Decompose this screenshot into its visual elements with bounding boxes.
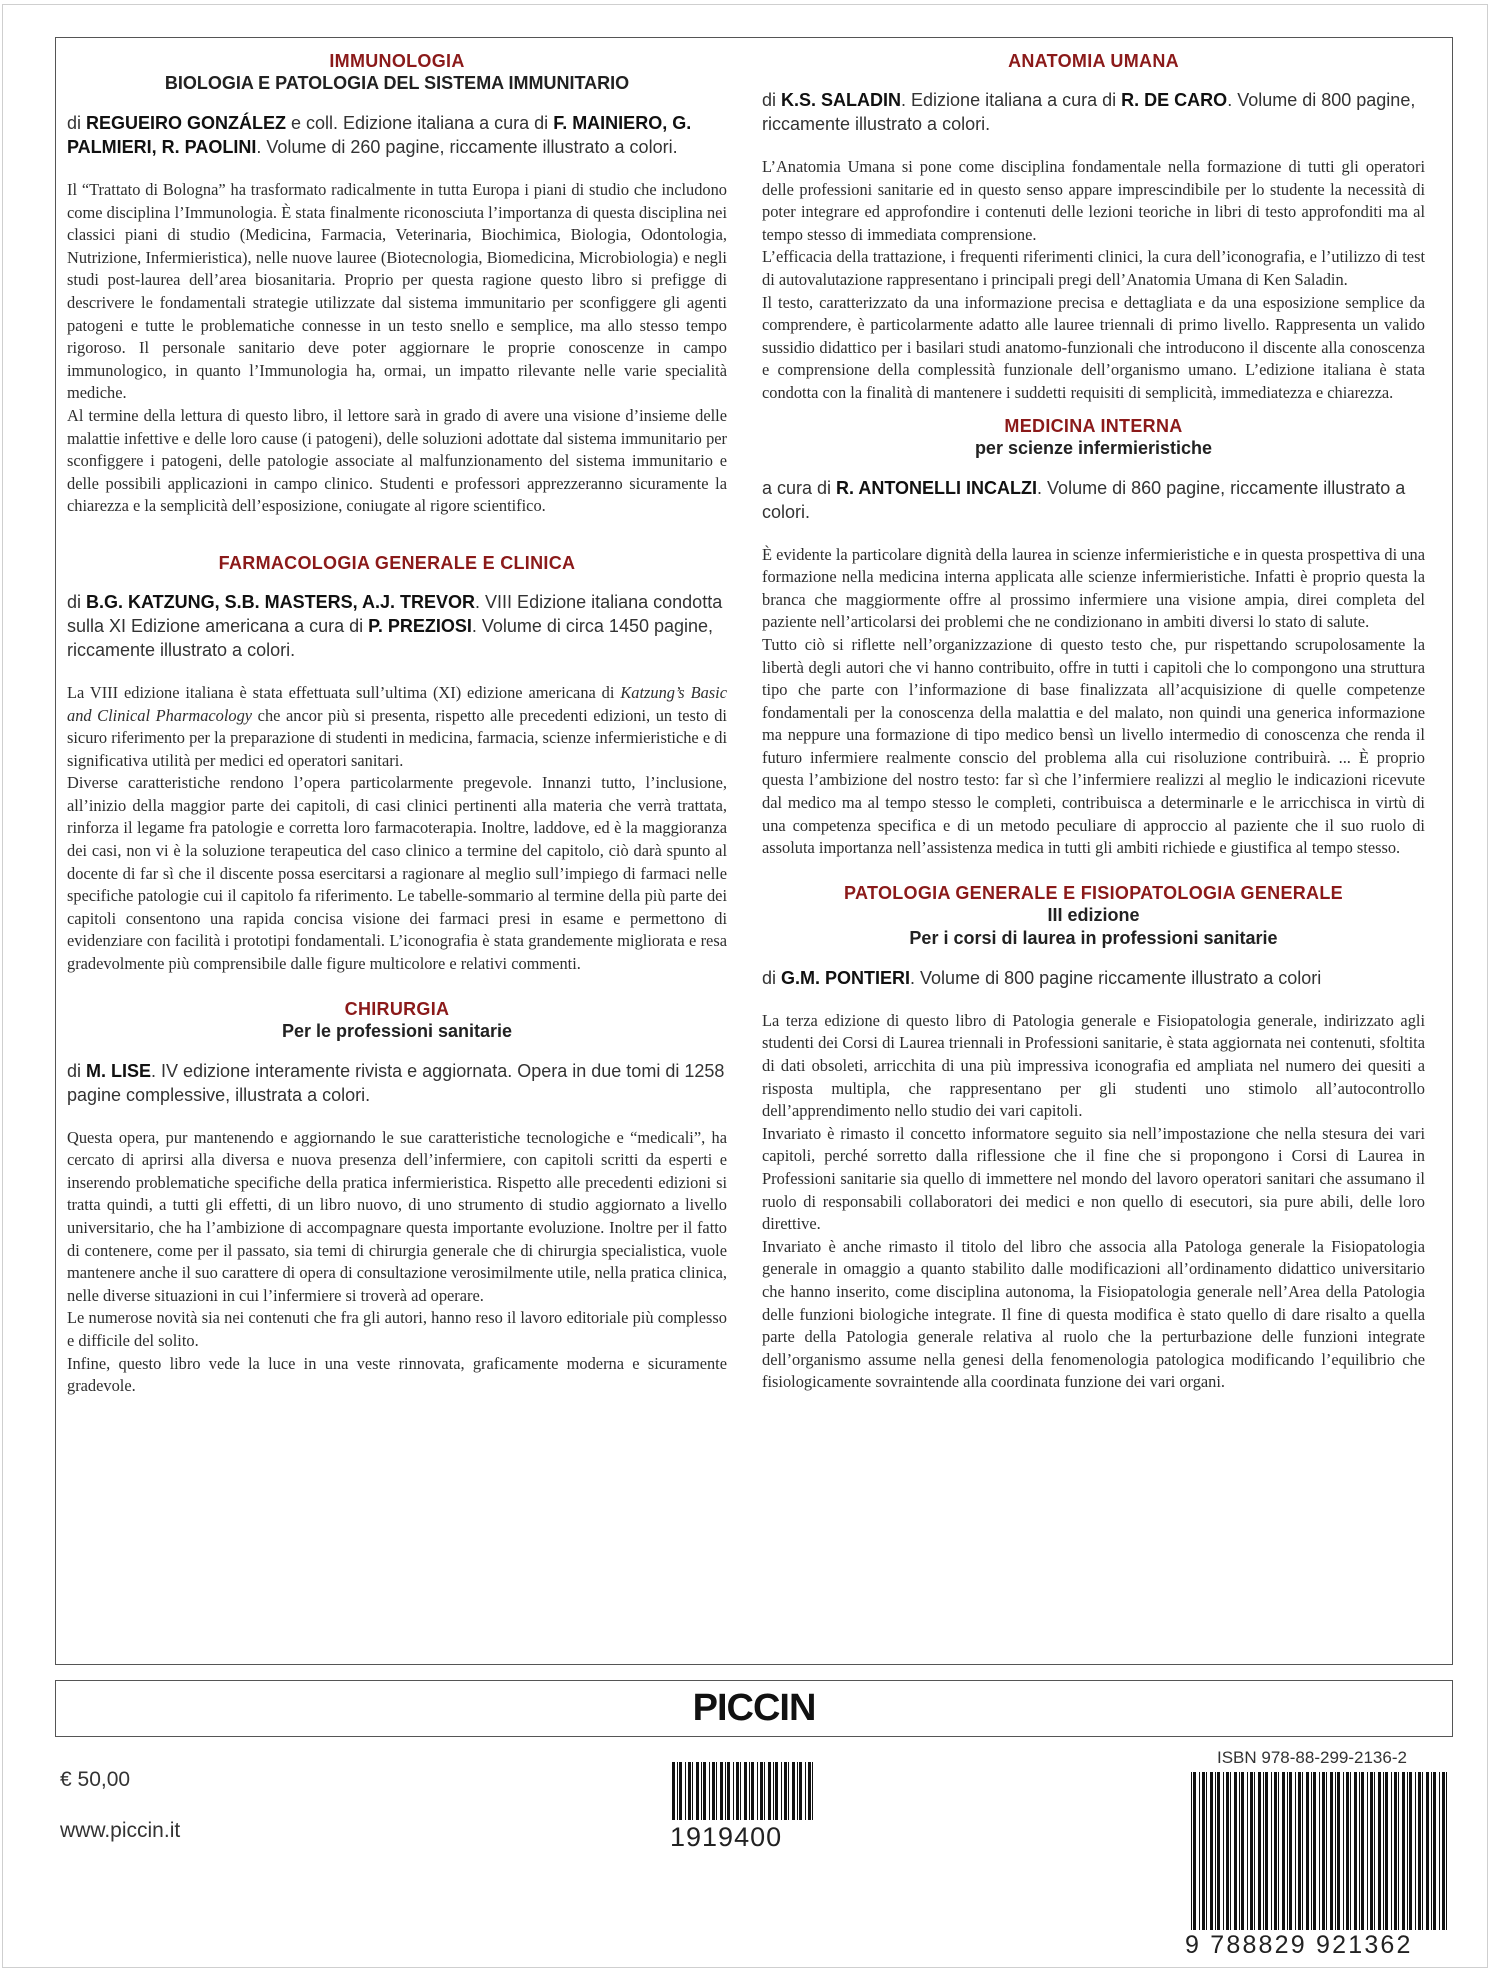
byline-prefix: di bbox=[762, 967, 782, 988]
barcode-bar bbox=[1350, 1772, 1351, 1930]
barcode-bar bbox=[740, 1762, 741, 1820]
right-column bbox=[762, 50, 1425, 1394]
barcode-bar bbox=[1278, 1772, 1279, 1930]
authors: B.G. KATZUNG, S.B. MASTERS, A.J. TREVOR bbox=[86, 591, 476, 612]
barcode-bar bbox=[1378, 1772, 1381, 1930]
barcode-bar bbox=[1361, 1772, 1364, 1930]
barcode-bar bbox=[805, 1762, 806, 1820]
paragraph: Invariato è rimasto il concetto informatore seguito sia nell’impostazione che nella stesura dei vari capitoli, perché sorretto dalla riflessione che il fine che si propongono i Corsi di Laurea in Professioni sanitarie sia quello di immettere nel mondo del lavoro operatori sanitari che assumano il ruolo di responsabili collaboratori dei medici e non quello di esecutori, sia pure abili, delle loro direttive. bbox=[762, 1123, 1425, 1234]
barcode-bar bbox=[1322, 1772, 1325, 1930]
byline-suffix: . Volume di 800 pagine riccamente illustrato a colori bbox=[910, 967, 1322, 988]
barcode-bar bbox=[1426, 1772, 1429, 1930]
description bbox=[762, 1010, 1425, 1394]
barcode-bar bbox=[784, 1762, 787, 1820]
byline-prefix: di bbox=[762, 90, 782, 110]
publisher-logo: PICCIN bbox=[692, 1687, 816, 1729]
barcode-bar bbox=[775, 1762, 778, 1820]
barcode-bar bbox=[808, 1762, 811, 1820]
section-title: IMMUNOLOGIA bbox=[329, 51, 465, 71]
byline bbox=[67, 111, 727, 159]
barcode-bar bbox=[1422, 1772, 1423, 1930]
barcode-bar bbox=[1289, 1772, 1292, 1930]
editors: F. MAINIERO, G. PALMIERI, R. PAOLINI bbox=[67, 113, 692, 157]
byline-prefix: a cura di bbox=[762, 477, 837, 498]
description bbox=[67, 682, 727, 976]
paragraph bbox=[67, 682, 727, 772]
byline-mid: . VIII Edizione italiana condotta sulla XI Edizione americana a cura di bbox=[67, 591, 723, 636]
section-edition: III edizione bbox=[1047, 904, 1140, 925]
barcode-bar bbox=[1409, 1772, 1412, 1930]
barcode-bar bbox=[1418, 1772, 1421, 1930]
barcode-bar bbox=[1311, 1772, 1312, 1930]
barcode-bar bbox=[1234, 1772, 1237, 1930]
paragraph: È evidente la particolare dignità della laurea in scienze infermieristiche e in questa prospettiva di una formazione nella medicina interna applicata alle scienze infermieristiche. Infatti è proprio questa la branca che maggiormente offre al prossimo infermiere una visione ampia, direi completa del paziente nell’articolarsi dei problemi che ne condizionano in ambiti diversi lo stato di salute. bbox=[762, 544, 1425, 632]
authors: G.M. PONTIERI bbox=[781, 967, 911, 988]
barcode-bar bbox=[1274, 1772, 1277, 1930]
editors: P. PREZIOSI bbox=[368, 615, 472, 636]
paragraph: Questa opera, pur mantenendo e aggiornando le sue caratteristiche tecnologiche e “medicali”, ha cercato di aprirsi alla diversa e nuova presenza dell’infermiere, con capitoli scritti da esperti e inserendo problematiche specifiche della pratica infermieristica. Rispetto alle precedenti edizioni si tratta quindi, a tutti gli effetti, di un libro nuovo, di uno strumento di studio aggiornato a livello universitario, che ha l’ambizione di accompagnare questa importante evoluzione. Inoltre per il fatto di contenere, come per il passato, sia temi di chirurgia generale che di chirurgia specialistica, vuole mantenere anche il suo carattere di opera di consultazione verosimilmente utile, nella pratica clinica, nelle diverse situazioni in cui l’infermiere si troverà ad operare. bbox=[67, 1127, 727, 1305]
barcode-bar bbox=[1239, 1772, 1240, 1930]
barcode-bar bbox=[727, 1762, 730, 1820]
authors: M. LISE bbox=[86, 1060, 152, 1081]
left-column bbox=[67, 50, 727, 1398]
section-chirurgia bbox=[67, 998, 727, 1398]
barcode-bar bbox=[1202, 1772, 1205, 1930]
barcode-bar bbox=[1254, 1772, 1255, 1930]
barcode-bar bbox=[1383, 1772, 1384, 1930]
internal-barcode bbox=[670, 1762, 820, 1853]
byline-prefix: di bbox=[67, 113, 87, 133]
barcode-bar bbox=[1302, 1772, 1303, 1930]
barcode-bar bbox=[1394, 1772, 1397, 1930]
section-patologia bbox=[762, 882, 1425, 1394]
book-title-italic: Katzung’s Basic and Clinical Pharmacology bbox=[67, 682, 727, 725]
barcode-bar bbox=[1210, 1772, 1213, 1930]
byline bbox=[762, 966, 1425, 990]
barcode-bar bbox=[1391, 1772, 1392, 1930]
barcode-bar bbox=[1407, 1772, 1408, 1930]
section-subtitle: per scienze infermieristiche bbox=[974, 437, 1213, 458]
description bbox=[762, 156, 1425, 405]
barcode-bar bbox=[757, 1762, 758, 1820]
barcode-bar bbox=[1330, 1772, 1333, 1930]
barcode-bar bbox=[1199, 1772, 1200, 1930]
barcode-bar bbox=[1282, 1772, 1285, 1930]
paragraph: Le numerose novità sia nei contenuti che fra gli autori, hanno reso il lavoro editoriale più complesso e difficile del solito. bbox=[67, 1308, 727, 1350]
barcode-bar bbox=[1193, 1772, 1196, 1930]
barcode-bar bbox=[1319, 1772, 1320, 1930]
paragraph: Invariato è anche rimasto il titolo del libro che associa alla Patologa generale la Fisiopatologia generale in omaggio a quanto stabilito dalle modificazioni all’ordinamento didattico universitario che hanno inserito, come disciplina autonoma, la Fisiopatologia generale nell’Area della Patologia delle funzioni biologiche integrate. Il fine di questa modifica è stato quello di dare risalto a quella parte della Patologia generale relativa al ruolo che la perturbazione delle funzioni integrate dell’organismo assume nella genesi della fenomenologia patologica modificando l’equilibrio che fisiologicamente sovraintende alla coordinata funzione dei vari organi. bbox=[762, 1236, 1425, 1392]
section-title: MEDICINA INTERNA bbox=[1004, 415, 1183, 436]
barcode-bar bbox=[1265, 1772, 1268, 1930]
barcode-bar bbox=[1217, 1772, 1220, 1930]
byline bbox=[762, 88, 1425, 136]
barcode-bar bbox=[709, 1762, 710, 1820]
editors: R. DE CARO bbox=[1121, 90, 1228, 110]
section-immunologia bbox=[67, 50, 727, 518]
barcode-bar bbox=[685, 1762, 686, 1820]
description bbox=[67, 1127, 727, 1398]
barcode-bar bbox=[1385, 1772, 1388, 1930]
authors: K.S. SALADIN bbox=[781, 90, 902, 110]
barcode-bar bbox=[1326, 1772, 1327, 1930]
barcode-bar bbox=[725, 1762, 726, 1820]
barcode-bar bbox=[792, 1762, 795, 1820]
barcode-bar bbox=[812, 1762, 813, 1820]
authors: R. ANTONELLI INCALZI bbox=[836, 477, 1038, 498]
barcode-bar bbox=[760, 1762, 763, 1820]
barcode-bar bbox=[1191, 1772, 1192, 1930]
byline-suffix: . Volume di 800 pagine, riccamente illustrato a colori. bbox=[762, 90, 1416, 134]
barcode-bar bbox=[797, 1762, 798, 1820]
byline-mid: . Edizione italiana a cura di bbox=[901, 90, 1122, 110]
barcode-bar bbox=[1346, 1772, 1349, 1930]
barcode-bar bbox=[688, 1762, 691, 1820]
barcode-bar bbox=[716, 1762, 717, 1820]
website-link[interactable]: www.piccin.it bbox=[60, 1819, 181, 1842]
section-subtitle: BIOLOGIA E PATOLOGIA DEL SISTEMA IMMUNITARIO bbox=[164, 73, 630, 93]
barcode-bar bbox=[1446, 1772, 1447, 1930]
byline-suffix: . Volume di 260 pagine, riccamente illustrato a colori. bbox=[256, 137, 678, 157]
barcode-bar bbox=[1250, 1772, 1253, 1930]
paragraph: Diverse caratteristiche rendono l’opera particolarmente pregevole. Innanzi tutto, l’inclusione, all’inizio della maggior parte dei capitoli, di casi clinici pertinenti alla materia che verrà trattata, rinforza il legame fra patologie e corretta loro farmacoterapia. Inoltre, laddove, ed è la maggioranza dei casi, non vi è la soluzione terapeutica del caso clinico a termine del capitolo, ciò darà spunto al docente di far sì che il discente possa esercitarsi a ragionare al meglio sull’impiego di farmaci nelle specifiche patologie cui il capitolo fa riferimento. Le tabelle-sommario al termine della più parte dei capitoli consentono una rapida concisa visione dei farmaci presi in esame e permettono di evidenziare con facilità i prototipi fondamentali. L’iconografia è stata grandemente migliorata e resa gradevolmente più comprensibile dalle figure multicolore e relativi commenti. bbox=[67, 773, 727, 974]
barcode-bar bbox=[1230, 1772, 1231, 1930]
barcode-bar bbox=[733, 1762, 734, 1820]
barcode-bar bbox=[703, 1762, 706, 1820]
barcode-bar bbox=[1313, 1772, 1316, 1930]
barcode-bar bbox=[1354, 1772, 1357, 1930]
byline-suffix: . IV edizione interamente rivista e aggiornata. Opera in due tomi di 1258 pagine complessive, illustrata a colori. bbox=[67, 1060, 725, 1105]
barcode-bar bbox=[1370, 1772, 1373, 1930]
barcode-bar bbox=[1241, 1772, 1244, 1930]
isbn-barcode-icon bbox=[1189, 1772, 1451, 1930]
byline-prefix: di bbox=[67, 591, 87, 612]
paragraph: Infine, questo libro vede la luce in una veste rinnovata, graficamente moderna e sicuramente gradevole. bbox=[67, 1353, 727, 1396]
isbn-barcode-block bbox=[1185, 1748, 1455, 1960]
barcode-bar bbox=[1206, 1772, 1207, 1930]
barcode-bar bbox=[1402, 1772, 1405, 1930]
paragraph: Il “Trattato di Bologna” ha trasformato radicalmente in tutta Europa i piani di studio che includono come disciplina l’Immunologia. È stata finalmente riconosciuta l’importanza di questa disciplina nei classici piani di studio (Medicina, Farmacia, Veterinaria, Biochimica, Biologia, Odontologia, Nutrizione, Infermieristica), nelle nuove lauree (Biotecnologia, Biomedicina, Microbiologia) e negli studi post-laurea dell’area biosanitaria. Proprio per questa ragione questo libro si prefigge di descrivere le fondamentali strategie utilizzate dal sistema immunitario per sconfiggere gli agenti patogeni e tutte le problematiche connesse in un testo snello e semplice, ma allo stesso tempo rigoroso. Il personale sanitario deve poter aggiornare le proprie conoscenze in campo immunologico, in quanto l’Immunologia ha, ormai, un impatto rilevante nelle varie specialità mediche. bbox=[67, 180, 727, 403]
barcode-bar bbox=[1398, 1772, 1399, 1930]
isbn-digits: 9 788829 921362 bbox=[1185, 1931, 1413, 1959]
barcode-bar bbox=[1295, 1772, 1296, 1930]
barcode-icon bbox=[670, 1762, 820, 1820]
barcode-bar bbox=[1359, 1772, 1360, 1930]
description bbox=[762, 544, 1425, 860]
barcode-bar bbox=[799, 1762, 802, 1820]
section-subtitle: Per i corsi di laurea in professioni sanitarie bbox=[909, 927, 1278, 948]
barcode-bar bbox=[1298, 1772, 1301, 1930]
barcode-bar bbox=[744, 1762, 747, 1820]
internal-code: 1919400 bbox=[670, 1822, 783, 1852]
section-title: PATOLOGIA GENERALE E FISIOPATOLOGIA GENERALE bbox=[844, 882, 1343, 903]
section-anatomia bbox=[762, 50, 1425, 405]
barcode-bar bbox=[1223, 1772, 1224, 1930]
barcode-bar bbox=[1287, 1772, 1288, 1930]
barcode-bar bbox=[764, 1762, 765, 1820]
barcode-bar bbox=[696, 1762, 699, 1820]
barcode-bar bbox=[751, 1762, 754, 1820]
barcode-bar bbox=[1367, 1772, 1368, 1930]
isbn-label: ISBN 978-88-299-2136-2 bbox=[1217, 1748, 1407, 1767]
paragraph-text: che ancor più si presenta, rispetto alle precedenti edizioni, un testo di sicuro riferimento per la preparazione di studenti in medicina, farmacia, scienze infermieristiche e di significativa utilità per medici ed operatori sanitari. bbox=[67, 705, 727, 770]
barcode-bar bbox=[768, 1762, 771, 1820]
byline-mid: e coll. Edizione italiana a cura di bbox=[286, 113, 554, 133]
section-farmacologia bbox=[67, 552, 727, 976]
barcode-bar bbox=[773, 1762, 774, 1820]
barcode-bar bbox=[672, 1762, 675, 1820]
barcode-bar bbox=[692, 1762, 693, 1820]
barcode-bar bbox=[1263, 1772, 1264, 1930]
barcode-bar bbox=[1247, 1772, 1248, 1930]
section-title: FARMACOLOGIA GENERALE E CLINICA bbox=[218, 552, 576, 573]
barcode-bar bbox=[1439, 1772, 1440, 1930]
paragraph: Al termine della lettura di questo libro, il lettore sarà in grado di avere una visione d’insieme delle malattie infettive e delle loro cause (i patogeni), delle soluzioni adottate dal sistema immunitario per sconfiggere i patogeni, delle patologie associate al malfunzionamento del sistema immunitario e delle possibili applicazioni in campo clinico. Studenti e professori apprezzeranno sicuramente la chiarezza e la semplicità dell’esposizione, coniugate al rigore scientifico. bbox=[67, 405, 727, 516]
byline-prefix: di bbox=[67, 1060, 87, 1081]
publisher-bar bbox=[55, 1680, 1453, 1737]
paragraph: Il testo, caratterizzato da una informazione precisa e dettagliata e da una esposizione semplice da comprendere, è particolarmente adatto alle lauree triennali di primo livello. Rappresenta un valido sussidio didattico per i basilari studi anatomo-funzionali che introducono il discente alla conoscenza e comprensione della complessità funzionale dell’organismo umano. L’edizione italiana è stata condotta con la finalità di mantenere i suddetti requisiti di semplicità, immediatezza e chiarezza. bbox=[762, 292, 1425, 402]
byline bbox=[67, 590, 727, 662]
barcode-bar bbox=[736, 1762, 739, 1820]
barcode-bar bbox=[1431, 1772, 1432, 1930]
barcode-bar bbox=[1337, 1772, 1340, 1930]
barcode-bar bbox=[1258, 1772, 1261, 1930]
barcode-bar bbox=[1271, 1772, 1272, 1930]
barcode-bar bbox=[1415, 1772, 1416, 1930]
section-title: ANATOMIA UMANA bbox=[1008, 51, 1179, 71]
barcode-bar bbox=[1374, 1772, 1375, 1930]
barcode-bar bbox=[701, 1762, 702, 1820]
byline bbox=[67, 1059, 727, 1107]
paragraph: L’Anatomia Umana si pone come disciplina fondamentale nella formazione di tutti gli operatori delle professioni sanitarie ed in questo senso appare imprescindibile per lo studente la necessità di poter integrare ed approfondire i contenuti delle lezioni teoriche in libri di testo approfonditi ma al tempo stesso di immediata comprensione. bbox=[762, 157, 1425, 244]
barcode-bar bbox=[1226, 1772, 1229, 1930]
byline-suffix: . Volume di circa 1450 pagine, riccamente illustrato a colori. bbox=[67, 615, 714, 660]
barcode-bar bbox=[749, 1762, 750, 1820]
barcode-bar bbox=[679, 1762, 682, 1820]
barcode-bar bbox=[1335, 1772, 1336, 1930]
byline-suffix: . Volume di 860 pagine, riccamente illustrato a colori. bbox=[762, 477, 1406, 522]
paragraph: Tutto ciò si riflette nell’organizzazione di questo testo che, pur rispettando scrupolosamente la libertà degli autori che vi hanno contribuito, offre in tutti i capitoli che lo compongono una struttura tipo che parte con l’informazione di base finalizzata all’acquisizione di quelle competenze fondamentali per la conoscenza della malattia e del malato, non quindi una generica informazione ma neppure una formazione di tipo medico bensì un livello intermedio di conoscenza che renda il futuro infermiere realmente conscio del problema alla cui risoluzione contribuirà. ... È proprio questa l’ambizione del nostro testo: far sì che l’infermiere realizzi al meglio le indicazioni ricevute dal medico ma al tempo stesso le completi, contribuisca a determinarle e le arricchisca in virtù di una competenza specifica e di un metodo peculiare di approccio al paziente che il suo ruolo di assoluta importanza nell’assistenza medica in tutti gli ambiti richiede e giustifica al tempo stesso. bbox=[762, 634, 1425, 858]
barcode-bar bbox=[712, 1762, 715, 1820]
barcode-bar bbox=[781, 1762, 782, 1820]
section-subtitle: Per le professioni sanitarie bbox=[281, 1020, 513, 1041]
byline bbox=[762, 476, 1425, 524]
barcode-bar bbox=[1215, 1772, 1216, 1930]
section-medicina-interna bbox=[762, 415, 1425, 860]
price: € 50,00 bbox=[60, 1768, 131, 1791]
paragraph-text: La VIII edizione italiana è stata effettuata sull’ultima (XI) edizione americana di bbox=[67, 682, 621, 702]
barcode-bar bbox=[1343, 1772, 1344, 1930]
barcode-bar bbox=[1442, 1772, 1445, 1930]
barcode-bar bbox=[788, 1762, 789, 1820]
barcode-bar bbox=[1306, 1772, 1309, 1930]
barcode-bar bbox=[1433, 1772, 1436, 1930]
barcode-bar bbox=[677, 1762, 678, 1820]
paragraph: L’efficacia della trattazione, i frequenti riferimenti clinici, la cura dell’iconografia, e l’utilizzo di test di autovalutazione rappresentano i principali pregi dell’Anatomia Umana di Ken Saladin. bbox=[762, 247, 1425, 289]
barcode-bar bbox=[720, 1762, 723, 1820]
section-title: CHIRURGIA bbox=[344, 998, 450, 1019]
paragraph: La terza edizione di questo libro di Patologia generale e Fisiopatologia generale, indirizzato agli studenti dei Corsi di Laurea triennali in Professioni sanitarie, è stata aggiornata nei contenuti, sfoltita di dati obsoleti, arricchita di una più impressiva iconografia ed ampliata nel numero dei quesiti a risposta multipla, che rappresentano per gli studenti uno stimolo all’autocontrollo dell’apprendimento nello studio dei vari capitoli. bbox=[762, 1010, 1425, 1121]
description bbox=[67, 179, 727, 518]
authors: REGUEIRO GONZÁLEZ bbox=[86, 113, 287, 133]
